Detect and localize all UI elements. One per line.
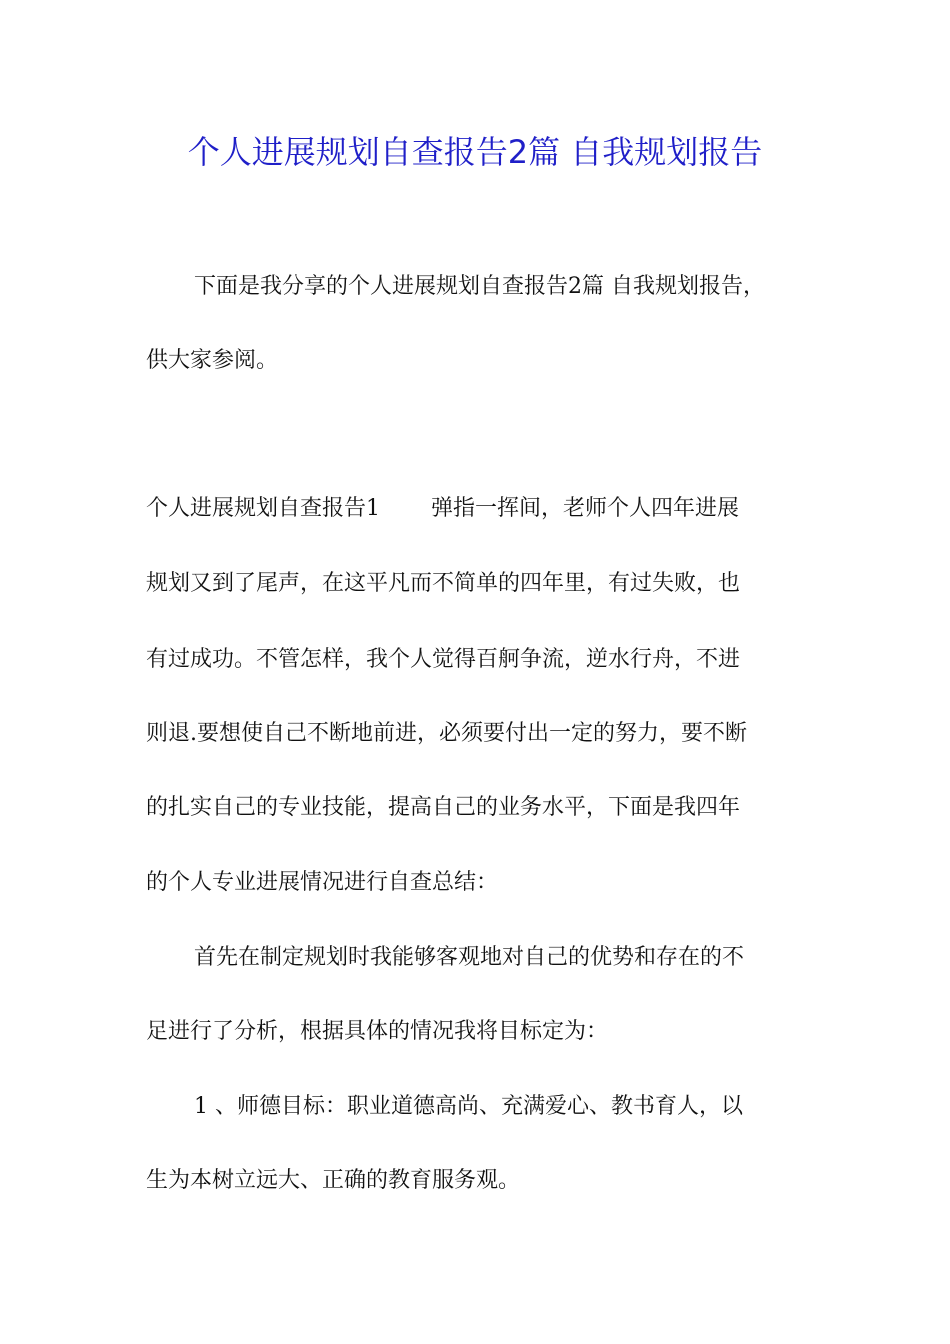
intro-line-2: 供大家参阅。 [146,348,279,373]
section-1-line-2: 规划又到了尾声，在这平凡而不简单的四年里，有过失败，也 [146,571,741,596]
section-1-line-6: 的个人专业进展情况进行自查总结： [146,870,499,895]
section-1-line-1: 个人进展规划自查报告1 弹指一挥间，老师个人四年进展 [146,496,739,521]
paragraph-3-line-2: 生为本树立远大、正确的教育服务观。 [146,1168,521,1193]
paragraph-3-line-1: 1 、师德目标：职业道德高尚、充满爱心、教书育人，以 [194,1094,743,1119]
paragraph-2-line-2: 足进行了分析，根据具体的情况我将目标定为： [146,1019,609,1044]
document-title: 个人进展规划自查报告2篇 自我规划报告 [187,133,763,171]
intro-line-1: 下面是我分享的个人进展规划自查报告2篇 自我规划报告， [194,274,765,299]
section-1-line-4: 则退.要想使自己不断地前进，必须要付出一定的努力，要不断 [146,721,747,746]
section-1-line-3: 有过成功。不管怎样，我个人觉得百舸争流，逆水行舟，不进 [146,647,741,672]
paragraph-2-line-1: 首先在制定规划时我能够客观地对自己的优势和存在的不 [194,945,745,970]
section-1-line-5: 的扎实自己的专业技能，提高自己的业务水平，下面是我四年 [146,795,741,820]
